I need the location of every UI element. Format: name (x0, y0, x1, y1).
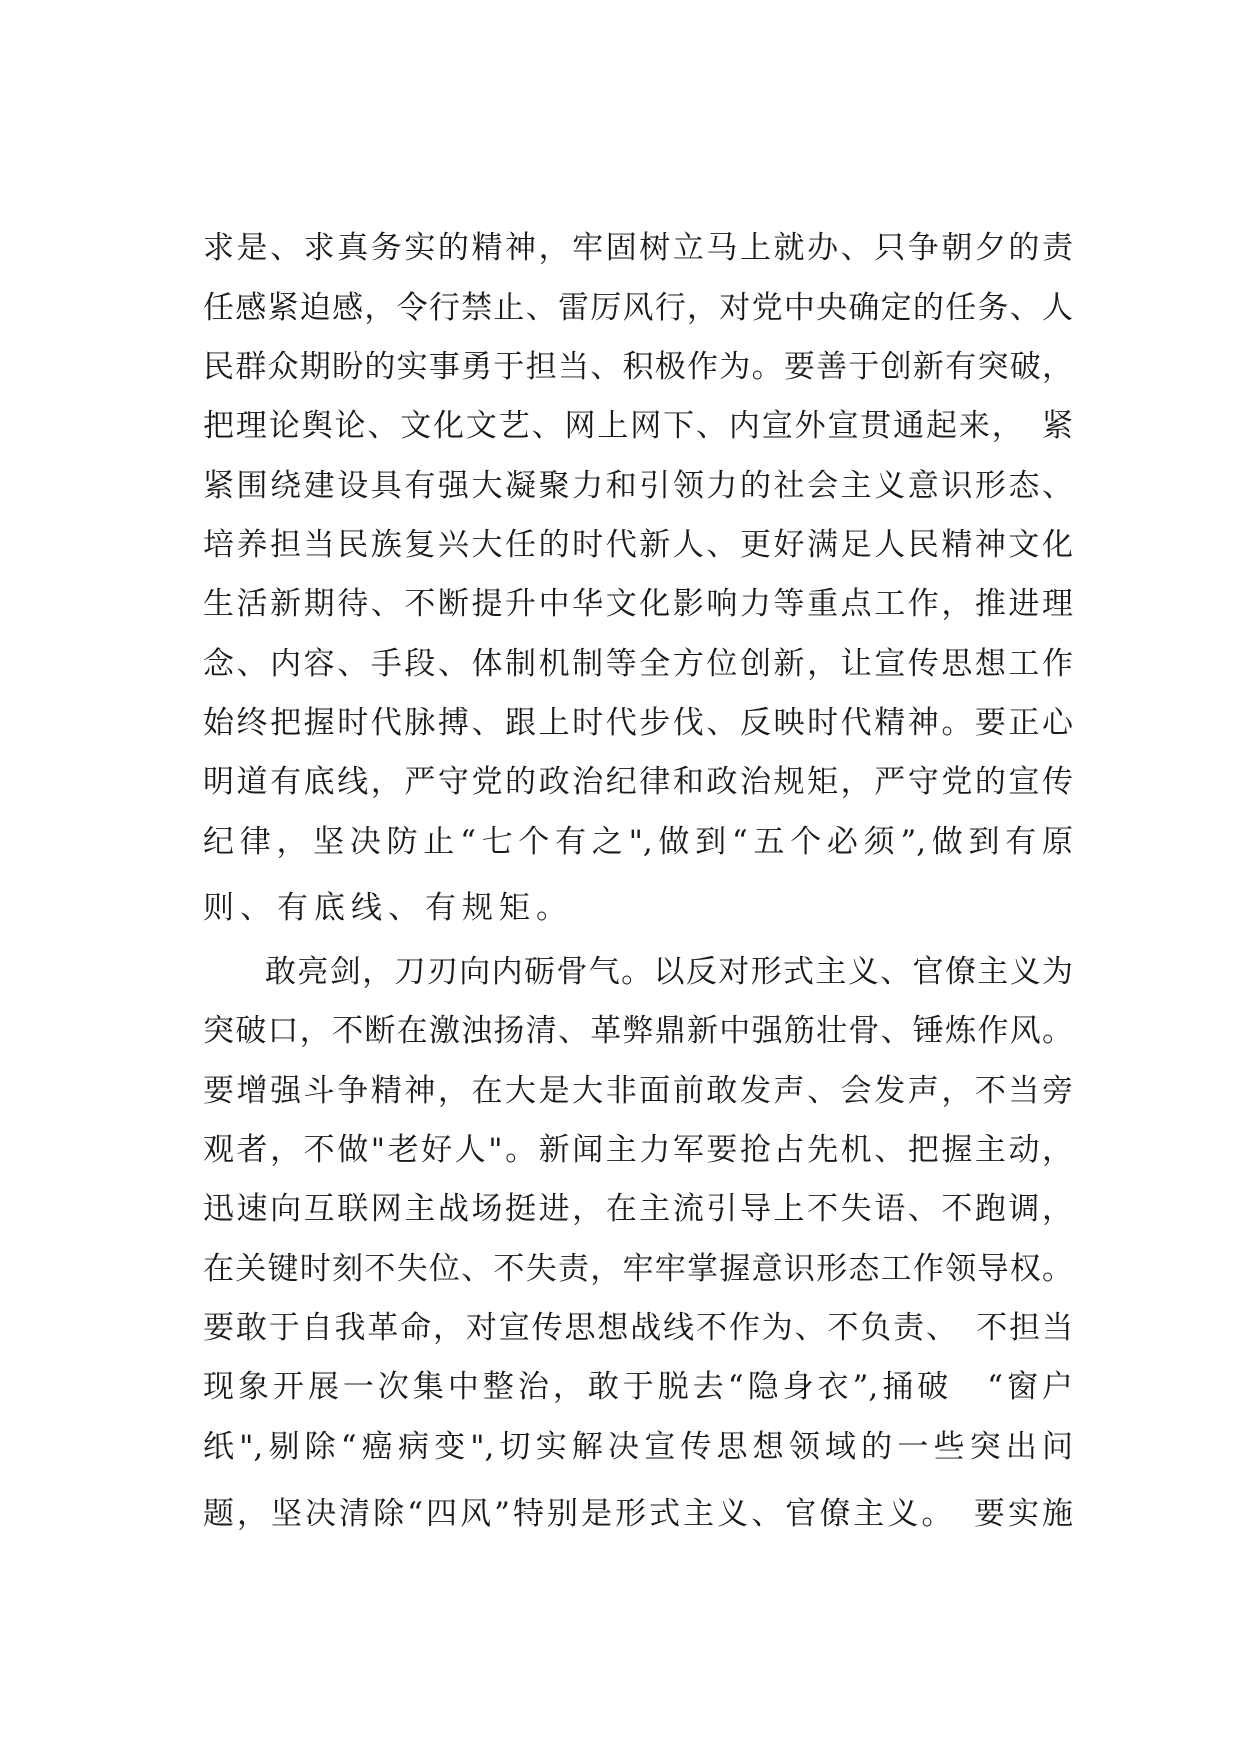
paragraph-2-line-7: 要敢于自我革命，对宣传思想战线不作为、不负责、 不担当 (203, 1310, 1073, 1346)
paragraph-2-line-2: 突破口，不断在激浊扬清、革弊鼎新中强筋壮骨、锤炼作风。 (203, 1013, 1073, 1049)
paragraph-2-line-5: 迅速向互联网主战场挺进，在主流引导上不失语、不跑调， (203, 1191, 1073, 1227)
paragraph-2-line-1: 敢亮剑，刀刃向内砺骨气。以反对形式主义、官僚主义为 (265, 954, 1073, 990)
paragraph-2-line-9: 纸",剔除“癌病变",切实解决宣传思想领域的一些突出问 (203, 1429, 1073, 1465)
paragraph-1-line-11: 纪律，坚决防止“七个有之",做到“五个必须”,做到有原 (203, 824, 1073, 860)
paragraph-1-line-8: 念、内容、手段、体制机制等全方位创新，让宣传思想工作 (203, 646, 1073, 682)
paragraph-1-line-3: 民群众期盼的实事勇于担当、积极作为。要善于创新有突破， (203, 349, 1073, 385)
paragraph-2-line-8: 现象开展一次集中整治，敢于脱去“隐身衣”,捅破 “窗户 (203, 1369, 1073, 1405)
paragraph-2-line-10: 题，坚决清除“四风”特别是形式主义、官僚主义。 要实施 (203, 1496, 1073, 1532)
paragraph-2-line-3: 要增强斗争精神，在大是大非面前敢发声、会发声，不当旁 (203, 1073, 1073, 1109)
paragraph-1-line-12: 则、有底线、有规矩。 (203, 890, 573, 926)
paragraph-1-line-6: 培养担当民族复兴大任的时代新人、更好满足人民精神文化 (203, 527, 1073, 563)
paragraph-1-line-2: 任感紧迫感，令行禁止、雷厉风行，对党中央确定的任务、人 (203, 290, 1073, 326)
paragraph-1-line-9: 始终把握时代脉搏、跟上时代步伐、反映时代精神。要正心 (203, 705, 1073, 741)
paragraph-1-line-1: 求是、求真务实的精神，牢固树立马上就办、只争朝夕的责 (203, 230, 1073, 266)
paragraph-2-line-4: 观者，不做"老好人"。新闻主力军要抢占先机、把握主动， (203, 1132, 1073, 1168)
paragraph-1-line-4: 把理论舆论、文化文艺、网上网下、内宣外宣贯通起来， 紧 (203, 408, 1073, 444)
paragraph-1-line-10: 明道有底线，严守党的政治纪律和政治规矩，严守党的宣传 (203, 764, 1073, 800)
paragraph-2-line-6: 在关键时刻不失位、不失责，牢牢掌握意识形态工作领导权。 (203, 1251, 1073, 1287)
paragraph-1-line-5: 紧围绕建设具有强大凝聚力和引领力的社会主义意识形态、 (203, 468, 1073, 504)
paragraph-1-line-7: 生活新期待、不断提升中华文化影响力等重点工作，推进理 (203, 586, 1073, 622)
